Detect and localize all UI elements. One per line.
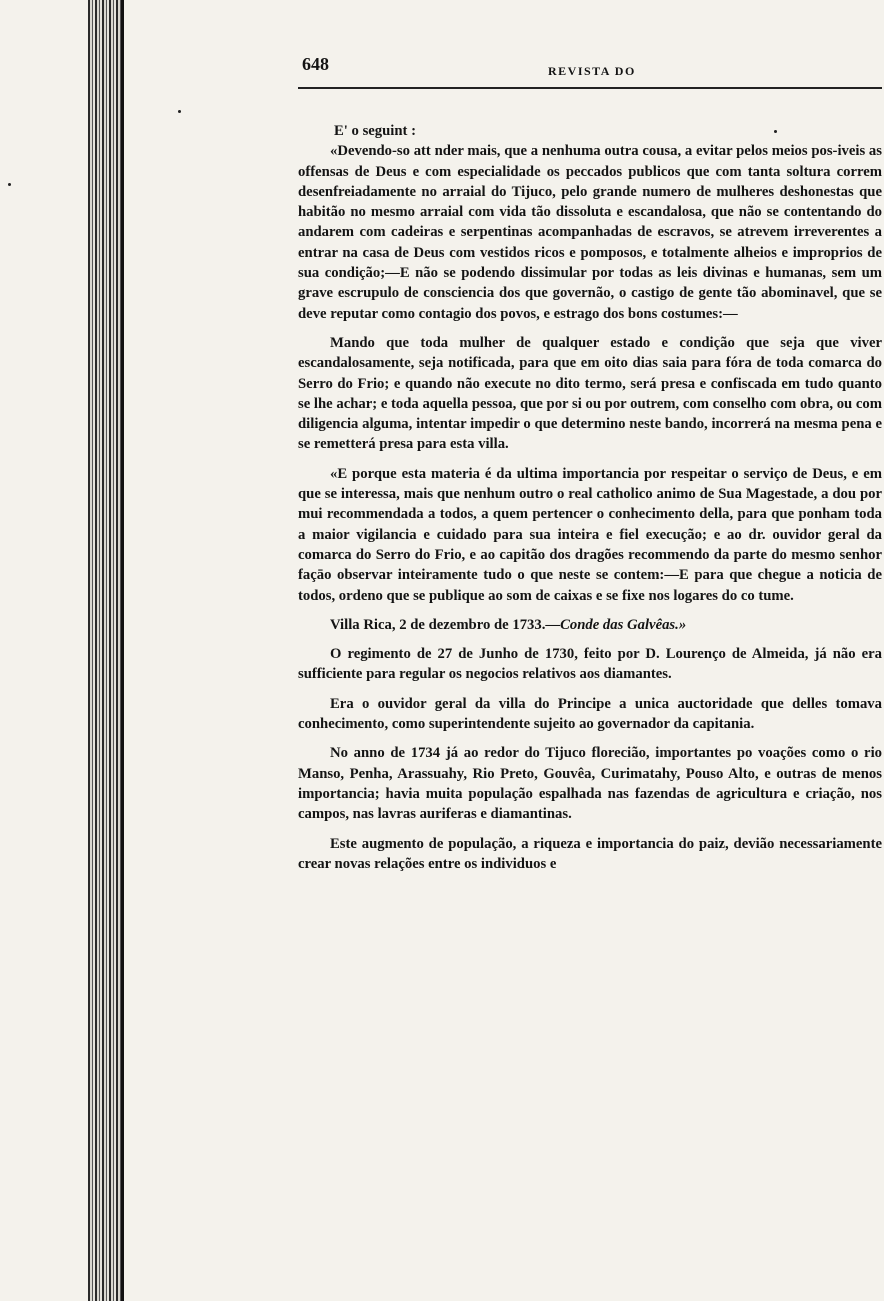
dateline-text: Villa Rica, 2 de dezembro de 1733.— bbox=[330, 616, 561, 633]
paragraph-bando-order: Mando que toda mulher de qualquer estado e condição que seja que viver escandalosamente, seja notificada, para que em oito dias saia para fóra de toda comarca do Serro do Frio; e quando não execute no dito termo, será presa e confiscada em tudo quanto se lhe achar; e toda aquella pessoa, que por si ou por outrem, com conselho com obra, ou com diligencia alguma, intentar impedir o que determino neste bando, incorrerá na mesma pena e se remetterá presa para esta villa. bbox=[298, 334, 882, 453]
signature: Conde das Galvêas.» bbox=[560, 616, 687, 633]
page-number: 648 bbox=[302, 54, 329, 74]
paragraph-ouvidor: Era o ouvidor geral da villa do Principe a unica auctoridade que delles tomava conhecimento, como superintendente sujeito ao governador da capitania. bbox=[298, 695, 882, 733]
paragraph-povoacoes: No anno de 1734 já ao redor do Tijuco florecião, importantes po voações como o rio Manso, Penha, Arassuahy, Rio Preto, Gouvêa, Curimatahy, Pouso Alto, e outras de menos importancia; havia muita população espalhada nas fazendas de agricultura e criação, nos campos, nas lavras auriferas e diamantinas. bbox=[298, 745, 882, 823]
paragraph-regimento: O regimento de 27 de Junho de 1730, feito por D. Lourenço de Almeida, já não era sufficiente para regular os negocios relativos aos diamantes. bbox=[298, 646, 882, 683]
speck bbox=[178, 110, 181, 113]
book-binding-edge bbox=[88, 0, 122, 1301]
page-body bbox=[298, 121, 882, 874]
paragraph-dateline bbox=[298, 615, 882, 635]
paragraph-augmento: Este augmento de população, a riqueza e importancia do paiz, devião necessariamente crear novas relações entre os individuos e bbox=[298, 835, 882, 872]
page-header bbox=[298, 50, 882, 86]
header-rule bbox=[298, 87, 882, 89]
speck bbox=[8, 183, 11, 186]
paragraph-intro: E' o seguint : bbox=[334, 123, 417, 139]
running-head: REVISTA DO bbox=[548, 64, 636, 78]
page bbox=[298, 50, 882, 872]
paragraph-bando-recommendation: «E porque esta materia é da ultima importancia por respeitar o serviço de Deus, e em que se interessa, mais que nenhum outro o real catholico animo de Sua Magestade, a dou por mui recommendada a todos, a quem pertencer o conhecimento della, para que ponham toda a maior vigilancia e cuidado para sua inteira e fiel execução; e ao dr. ouvidor geral da comarca do Serro do Frio, e ao capitão dos dragões recommendo da parte do mesmo senhor façāo observar inteiramente tudo o que neste se contem:—E para que chegue a noticia de todos, ordeno que se publique ao som de caixas e se fixe nos logares do co tume. bbox=[298, 465, 882, 604]
paragraph-bando-preamble: «Devendo-so att nder mais, que a nenhuma outra cousa, a evitar pelos meios pos-iveis as offensas de Deus e com especialidade os peccados publicos que com tanta soltura correm desenfreiadamente no arraial do Tijuco, pelo grande numero de mulheres deshonestas que habitão no mesmo arraial com vida tão dissoluta e escandalosa, que não se contentando do andarem com cadeiras e serpentinas acompanhadas de escravos, se atrevem irreverentes a entrar na casa de Deus com vestidos ricos e pomposos, e totalmente alheios e improprios de sua condição;—E não se podendo dissimular por todas as leis divinas e humanas, sem um grave escrupulo de consciencia dos que governão, o castigo de gente tão abominavel, que se deve reputar como contagio dos povos, e estrago dos bons costumes:— bbox=[298, 143, 882, 322]
